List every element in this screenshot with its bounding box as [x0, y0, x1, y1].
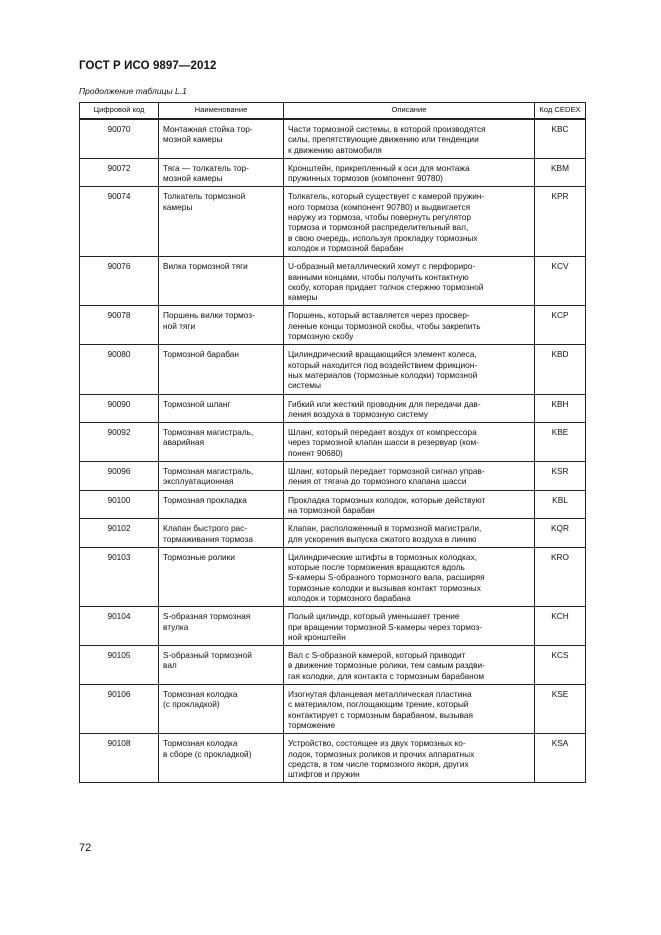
- cell-code: 90074: [80, 187, 159, 257]
- cell-code: 90078: [80, 306, 159, 345]
- table-body: [80, 119, 586, 783]
- cell-description: U-образный металлический хомут с перфориро- ванными концами, чтобы получить контактную скобу, которая придает толчок стержню тормозной камеры: [284, 257, 535, 306]
- cell-code: 90105: [80, 646, 159, 685]
- cell-name: Монтажная стойка тор- мозной камеры: [159, 119, 284, 158]
- table-caption: Продолжение таблицы L.1: [79, 86, 187, 96]
- column-header-cedex: Код CEDEX: [535, 103, 586, 120]
- cell-cedex: KRO: [535, 547, 586, 606]
- table-row: [80, 394, 586, 423]
- cell-cedex: KCH: [535, 607, 586, 646]
- cell-code: 90070: [80, 119, 159, 158]
- cell-cedex: KSE: [535, 685, 586, 734]
- cell-cedex: KCV: [535, 257, 586, 306]
- cell-cedex: KCP: [535, 306, 586, 345]
- document-title: ГОСТ Р ИСО 9897—2012: [79, 60, 217, 72]
- cell-description: Изогнутая фланцевая металлическая пластина с материалом, поглощающим трение, который контактирует с тормозным барабаном, вызывая торможение: [284, 685, 535, 734]
- column-header-name: Наименование: [159, 103, 284, 120]
- table-row: [80, 306, 586, 345]
- table-row: [80, 257, 586, 306]
- column-header-description: Описание: [284, 103, 535, 120]
- cell-name: Тормозной шланг: [159, 394, 284, 423]
- cell-cedex: KBL: [535, 490, 586, 519]
- cell-code: 90102: [80, 519, 159, 548]
- cell-name: Поршень вилки тормоз- ной тяги: [159, 306, 284, 345]
- cell-name: Тормозная колодка (с прокладкой): [159, 685, 284, 734]
- table-row: [80, 685, 586, 734]
- cell-cedex: KSA: [535, 734, 586, 783]
- cell-description: Части тормозной системы, в которой производятся силы, препятствующие движению или тенденции к движению автомобиля: [284, 119, 535, 158]
- cell-code: 90092: [80, 423, 159, 462]
- cell-description: Клапан, расположенный в тормозной магистрали, для ускорения выпуска сжатого воздуха в линию: [284, 519, 535, 548]
- cell-description: Кронштейн, прикрепленный к оси для монтажа пружинных тормозов (компонент 90780): [284, 158, 535, 187]
- cell-name: Тормозная магистраль, эксплуатационная: [159, 462, 284, 491]
- cell-code: 90100: [80, 490, 159, 519]
- cell-description: Толкатель, который существует с камерой пружин- ного тормоза (компонент 90780) и выдвигается наружу из тормоза, чтобы повернуть регулятор тормоза и тормозной распределительный вал, в свою очередь, используя прокладку тормозных колодок и тормозной барабан: [284, 187, 535, 257]
- cell-cedex: KQR: [535, 519, 586, 548]
- table-row: [80, 345, 586, 394]
- cell-code: 90108: [80, 734, 159, 783]
- cell-description: Поршень, который вставляется через просвер- ленные концы тормозной скобы, чтобы закрепить тормозную скобу: [284, 306, 535, 345]
- cell-code: 90103: [80, 547, 159, 606]
- parts-table: [79, 102, 586, 783]
- table-row: [80, 158, 586, 187]
- cell-cedex: KBE: [535, 423, 586, 462]
- cell-code: 90076: [80, 257, 159, 306]
- cell-name: Клапан быстрого рас- тормаживания тормоза: [159, 519, 284, 548]
- cell-cedex: KCS: [535, 646, 586, 685]
- table-row: [80, 119, 586, 158]
- cell-code: 90104: [80, 607, 159, 646]
- table-row: [80, 423, 586, 462]
- page-number: 72: [79, 842, 92, 854]
- table-row: [80, 519, 586, 548]
- cell-cedex: KBC: [535, 119, 586, 158]
- cell-description: Полый цилиндр, который уменьшает трение при вращении тормозной S-камеры через тормоз- ной кронштейн: [284, 607, 535, 646]
- cell-name: Вилка тормозной тяги: [159, 257, 284, 306]
- cell-name: Тормозная колодка в сборе (с прокладкой): [159, 734, 284, 783]
- cell-description: Вал с S-образной камерой, который приводит в движение тормозные ролики, тем самым раздви- гая колодки, для контакта с тормозным барабаном: [284, 646, 535, 685]
- cell-code: 90096: [80, 462, 159, 491]
- table-row: [80, 187, 586, 257]
- cell-cedex: KBD: [535, 345, 586, 394]
- cell-description: Цилиндрический вращающийся элемент колеса, который находится под воздействием фрикцион- ных материалов (тормозные колодки) тормозной системы: [284, 345, 535, 394]
- cell-name: S-образный тормозной вал: [159, 646, 284, 685]
- cell-cedex: KPR: [535, 187, 586, 257]
- cell-description: Шланг, который передает воздух от компрессора через тормозной клапан шасси в резервуар (ком- понент 90680): [284, 423, 535, 462]
- table-header-row: [80, 103, 586, 120]
- table-row: [80, 734, 586, 783]
- cell-name: S-образная тормозная втулка: [159, 607, 284, 646]
- table-row: [80, 462, 586, 491]
- column-header-code: Цифровой код: [80, 103, 159, 120]
- table-row: [80, 607, 586, 646]
- cell-name: Тормозная магистраль, аварийная: [159, 423, 284, 462]
- cell-code: 90090: [80, 394, 159, 423]
- cell-description: Шланг, который передает тормозной сигнал управ- ления от тягача до тормозного клапана шасси: [284, 462, 535, 491]
- cell-code: 90072: [80, 158, 159, 187]
- cell-name: Тормозной барабан: [159, 345, 284, 394]
- cell-cedex: KBH: [535, 394, 586, 423]
- cell-name: Толкатель тормозной камеры: [159, 187, 284, 257]
- cell-description: Прокладка тормозных колодок, которые действуют на тормозной барабан: [284, 490, 535, 519]
- cell-code: 90106: [80, 685, 159, 734]
- table-row: [80, 490, 586, 519]
- cell-description: Устройство, состоящее из двух тормозных ко- лодок, тормозных роликов и прочих аппаратных средств, в том числе тормозного якоря, других штифтов и пружин: [284, 734, 535, 783]
- table-row: [80, 547, 586, 606]
- cell-name: Тормозная прокладка: [159, 490, 284, 519]
- table-row: [80, 646, 586, 685]
- cell-cedex: KBM: [535, 158, 586, 187]
- cell-cedex: KSR: [535, 462, 586, 491]
- cell-description: Цилиндрические штифты в тормозных колодках, которые после торможения вращаются вдоль S-камеры S-образного тормозного вала, расширяя тормозные колодки и вызывая контакт тормозных колодок и тормозного барабана: [284, 547, 535, 606]
- cell-code: 90080: [80, 345, 159, 394]
- cell-name: Тяга — толкатель тор- мозной камеры: [159, 158, 284, 187]
- cell-description: Гибкий или жесткий проводник для передачи дав- ления воздуха в тормозную систему: [284, 394, 535, 423]
- cell-name: Тормозные ролики: [159, 547, 284, 606]
